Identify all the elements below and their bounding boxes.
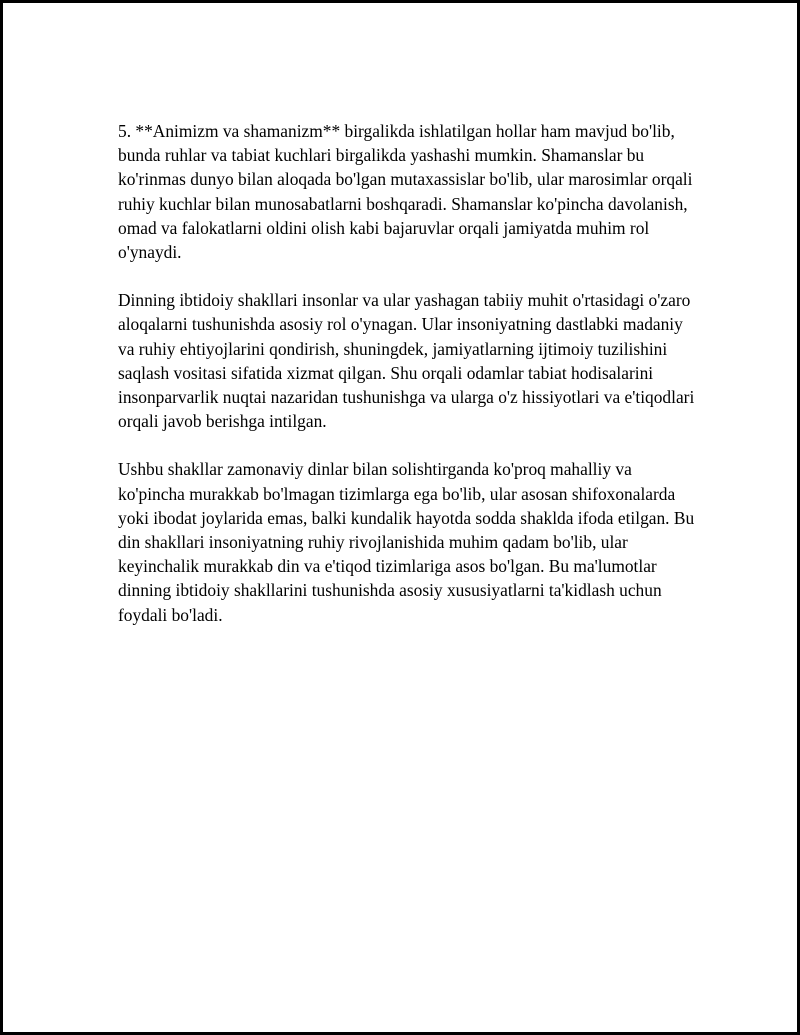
paragraph-animism-shamanism: 5. **Animizm va shamanizm** birgalikda ishlatilgan hollar ham mavjud bo'lib, bunda ruhlar va tabiat kuchlari birgalikda yashashi mumkin. Shamanslar bu ko'rinmas dunyo bilan aloqada bo'lgan mutaxassislar bo'lib, ular marosimlar orqali ruhiy kuchlar bilan munosabatlarni boshqaradi. Shamanslar ko'pincha davolanish, omad va falokatlarni oldini olish kabi bajaruvlar orqali jamiyatda muhim rol o'ynaydi. — [118, 121, 693, 263]
paragraph-primitive-religion-role: Dinning ibtidoiy shakllari insonlar va ular yashagan tabiiy muhit o'rtasidagi o'zaro aloqalarni tushunishda asosiy rol o'ynagan. Ular insoniyatning dastlabki madaniy va ruhiy ehtiyojlarini qondirish, shuningdek, jamiyatlarning ijtimoiy tuzilishini saqlash vositasi sifatida xizmat qilgan. Shu orqali odamlar tabiat hodisalarini insonparvarlik nuqtai nazaridan tushunishga va ularga o'z hissiyotlari va e'tiqodlari orqali javob berishga intilgan. — [118, 290, 695, 432]
paragraph-comparison-modern-religions: Ushbu shakllar zamonaviy dinlar bilan solishtirganda ko'proq mahalliy va ko'pincha murakkab bo'lmagan tizimlarga ega bo'lib, ular asosan shifoxonalarda yoki ibodat joylarida emas, balki kundalik hayotda sodda shaklda ifoda etilgan. Bu din shakllari insoniyatning ruhiy rivojlanishida muhim qadam bo'lib, ular keyinchalik murakkab din va e'tiqod tizimlariga asos bo'lgan. Bu ma'lumotlar dinning ibtidoiy shakllarini tushunishda asosiy xususiyatlarni ta'kidlash uchun foydali bo'ladi. — [118, 459, 695, 625]
document-body — [118, 119, 698, 651]
